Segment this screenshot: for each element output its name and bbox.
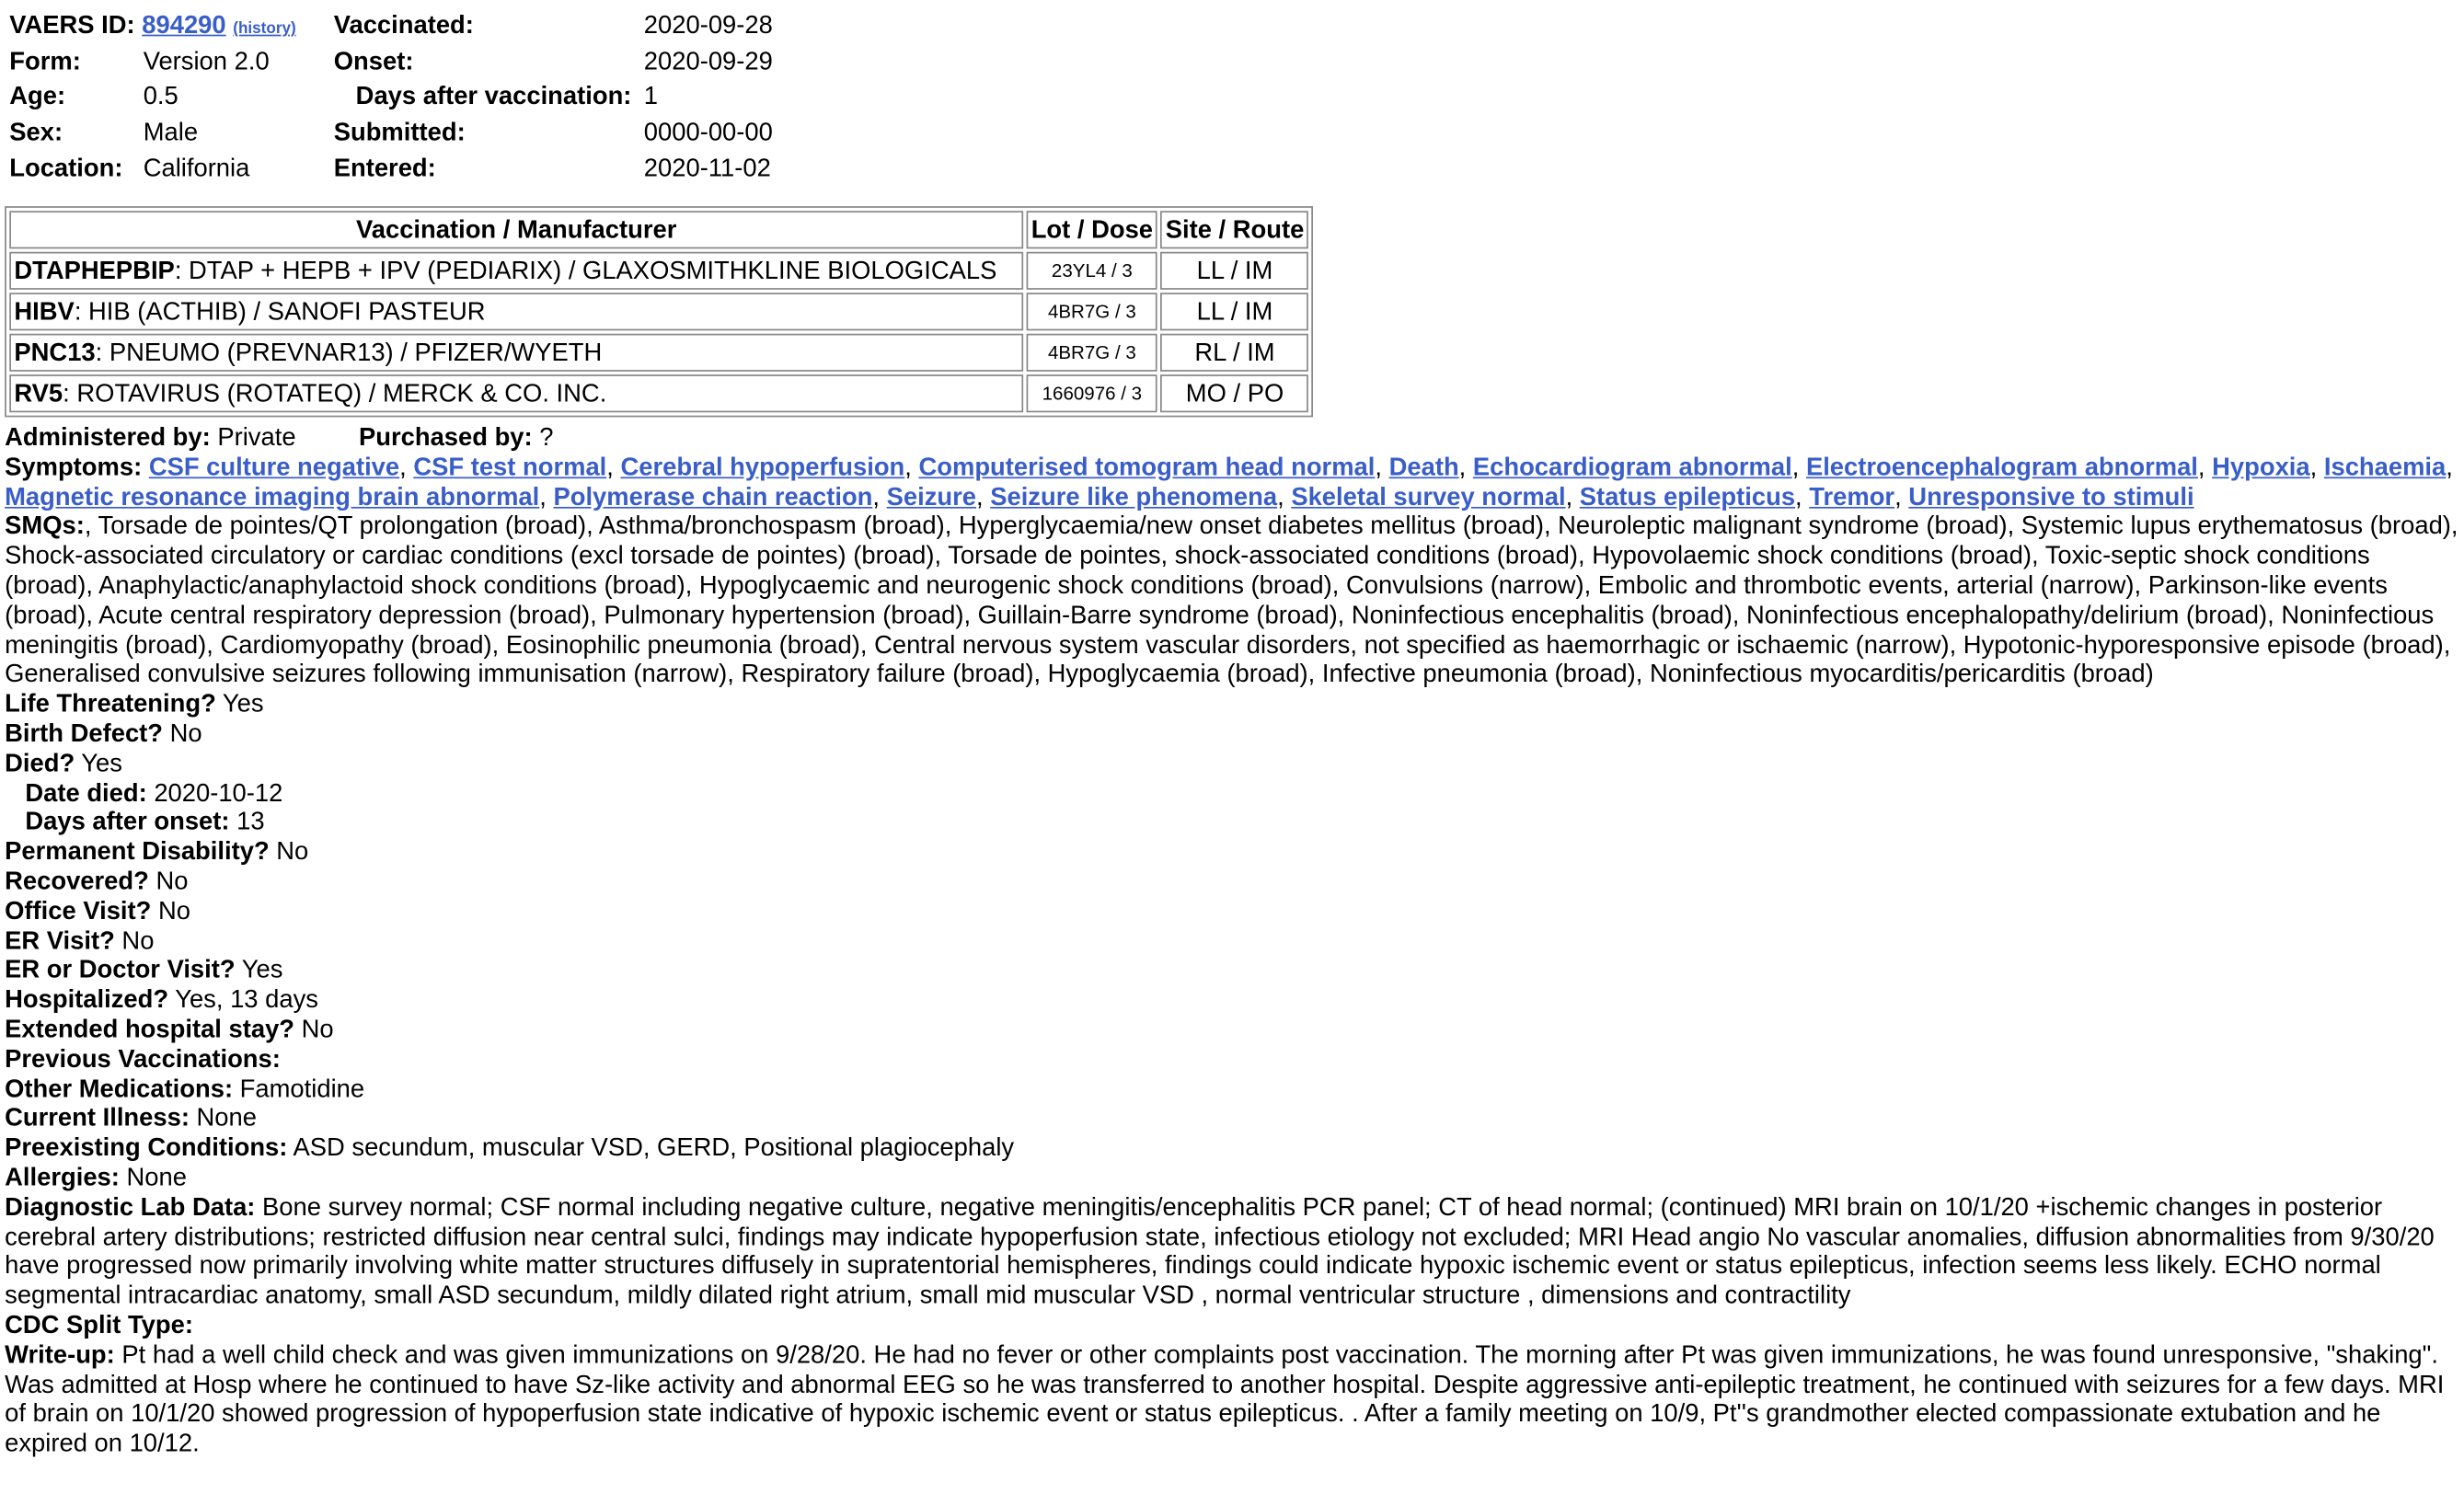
birth-defect-line <box>5 721 2460 751</box>
symptom-link[interactable]: CSF culture negative <box>148 454 400 482</box>
entered-label: Entered: <box>333 155 436 183</box>
lot-dose-cell: 4BR7G / 3 <box>1027 334 1158 372</box>
site-route-cell: MO / PO <box>1161 374 1309 412</box>
er-visit-line <box>5 928 2460 958</box>
symptom-link[interactable]: Computerised tomogram head normal <box>918 454 1376 482</box>
died-line <box>5 751 2460 780</box>
recovered-label: Recovered? <box>5 868 149 896</box>
symptoms-label: Symptoms: <box>5 454 143 482</box>
recovered-value: No <box>148 868 189 896</box>
recovered-line <box>5 868 2460 898</box>
vaccine-cell <box>9 374 1023 412</box>
vaccine-name: : HIB (ACTHIB) / SANOFI PASTEUR <box>74 298 486 326</box>
symptoms-line: Symptoms: CSF culture negative, CSF test normal, Cerebral hypoperfusion, Computerised tomogram head normal, Death, Echocardiogram abnormal, Electroencephalogram abnormal, Hypoxia, Ischaemia, Magnetic resonance imaging brain abnormal, Polymerase chain reaction, Seizure, Seizure like phenomena, Skeletal survey normal, Status epilepticus, Tremor, Unresponsive to stimuli <box>5 454 2453 511</box>
lab-data-label: Diagnostic Lab Data: <box>5 1194 256 1222</box>
extended-stay-value: No <box>294 1017 334 1044</box>
report-body <box>5 425 2460 1461</box>
cdc-split-label: CDC Split Type: <box>5 1312 193 1339</box>
vaccinated-label: Vaccinated: <box>333 12 474 40</box>
current-illness-label: Current Illness: <box>5 1105 190 1132</box>
office-visit-line <box>5 899 2460 928</box>
symptom-link[interactable]: Status epilepticus <box>1579 484 1796 511</box>
vaccine-cell <box>9 293 1023 330</box>
purchased-label: Purchased by: <box>359 424 533 453</box>
er-doctor-visit-line <box>5 958 2460 987</box>
vaers-id-link[interactable]: 894290 <box>142 12 226 40</box>
submitted-label: Submitted: <box>333 120 466 147</box>
vaccine-cell <box>9 334 1023 372</box>
age-value: 0.5 <box>143 83 178 110</box>
days-after-vaccination-value: 1 <box>643 83 659 110</box>
report-header <box>0 0 2464 192</box>
vaccine-code: PNC13 <box>14 339 96 366</box>
permanent-disability-value: No <box>269 839 309 867</box>
table-row <box>9 374 1308 412</box>
date-died-label: Date died: <box>25 779 147 807</box>
cdc-split-line <box>5 1313 2460 1342</box>
birth-defect-value: No <box>163 720 202 748</box>
symptom-link[interactable]: Tremor <box>1809 484 1895 511</box>
symptom-link[interactable]: Seizure like phenomena <box>990 484 1278 511</box>
vaccine-name: : ROTAVIRUS (ROTATEQ) / MERCK & CO. INC. <box>63 380 607 408</box>
other-medications-line <box>5 1076 2460 1106</box>
table-row <box>9 293 1308 330</box>
lot-dose-cell: 1660976 / 3 <box>1027 374 1158 412</box>
vaccine-table-header <box>9 211 1308 248</box>
hospitalized-value: Yes, 13 days <box>168 987 318 1015</box>
lot-dose-cell: 23YL4 / 3 <box>1027 252 1158 290</box>
birth-defect-label: Birth Defect? <box>5 720 164 748</box>
hospitalized-line <box>5 987 2460 1017</box>
smqs-text: , Torsade de pointes/QT prolongation (broad), Asthma/bronchospasm (broad), Hyperglycaemia/new onset diabetes mellitus (broad), Neuroleptic malignant syndrome (broad), Systemic lupus erythematosus (broad), Shock-associated circulatory or cardiac conditions (excl torsade de pointes) (broad), Torsade de pointes, shock-associated conditions (broad), Hypovolaemic shock conditions (broad), Toxic-septic shock conditions (broad), Anaphylactic/anaphylactoid shock conditions (broad), Hypoglycaemic and neurogenic shock conditions (broad), Convulsions (narrow), Embolic and thrombotic events, arterial (narrow), Parkinson-like events (broad), Acute central respiratory depression (broad), Pulmonary hypertension (broad), Guillain-Barre syndrome (broad), Noninfectious encephalitis (broad), Noninfectious encephalopathy/delirium (broad), Noninfectious meningitis (broad), Cardiomyopathy (broad), Eosinophilic pneumonia (broad), Central nervous system vascular disorders, not specified as haemorrhagic or ischaemic (narrow), Hypotonic-hyporesponsive episode (broad), Generalised convulsive seizures following immunisation (narrow), Respiratory failure (broad), Hypoglycaemia (broad), Infective pneumonia (broad), Noninfectious myocarditis/pericarditis (broad) <box>5 513 2458 689</box>
writeup-label: Write-up: <box>5 1341 115 1370</box>
vaccine-cell <box>9 252 1023 290</box>
table-row <box>9 252 1308 290</box>
er-doctor-visit-value: Yes <box>235 957 283 984</box>
hospitalized-label: Hospitalized? <box>5 987 169 1015</box>
date-died-value: 2020-10-12 <box>146 779 283 807</box>
administered-label: Administered by: <box>5 424 211 453</box>
site-route-header: Site / Route <box>1161 211 1309 248</box>
preexisting-conditions-value: ASD secundum, muscular VSD, GERD, Positional plagiocephaly <box>287 1134 1015 1162</box>
er-visit-label: ER Visit? <box>5 927 115 955</box>
lot-dose-header: Lot / Dose <box>1027 211 1158 248</box>
vaccine-header: Vaccination / Manufacturer <box>9 211 1023 248</box>
lab-data-line <box>5 1194 2460 1313</box>
days-after-vaccination-label: Days after vaccination: <box>355 83 632 110</box>
died-label: Died? <box>5 750 75 777</box>
vaccinated-value: 2020-09-28 <box>643 12 773 40</box>
writeup-value: Pt had a well child check and was given immunizations on 9/28/20. He had no fever or other complaints post vaccination. The morning after Pt was given immunizations, he was found unresponsive, "shaking". Was admitted at Hosp where he continued to have Sz-like activity and abnormal EEG so he was transferred to another hospital. Despite aggressive anti-epileptic treatment, he continued with seizures for a few days. MRI of brain on 10/1/20 showed progression of hypoperfusion state indicative of hypoxic ischemic event or status epilepticus. . After a family meeting on 10/9, Pt''s grandmother elected compassionate extubation and he expired on 10/12. <box>5 1341 2445 1458</box>
sex-value: Male <box>143 120 199 147</box>
symptom-link[interactable]: Cerebral hypoperfusion <box>620 454 905 482</box>
days-after-onset-value: 13 <box>229 810 265 837</box>
vaccine-code: HIBV <box>14 298 75 326</box>
er-visit-value: No <box>114 927 155 955</box>
form-value: Version 2.0 <box>143 49 270 76</box>
date-died-line <box>5 780 2460 810</box>
administered-line <box>5 425 2460 454</box>
vaers-id-label: VAERS ID: <box>9 12 135 40</box>
allergies-line <box>5 1165 2460 1194</box>
smqs-line <box>5 513 2460 691</box>
symptom-link[interactable]: Skeletal survey normal <box>1291 484 1566 511</box>
onset-value: 2020-09-29 <box>643 49 773 76</box>
vaccine-table <box>5 206 1313 417</box>
previous-vaccinations-line <box>5 1046 2460 1075</box>
lab-data-value: Bone survey normal; CSF normal including negative culture, negative meningitis/encephalitis PCR panel; CT of head normal; (continued) MRI brain on 10/1/20 +ischemic changes in posterior cerebral artery distributions; restricted diffusion near central sulci, findings may indicate hypoperfusion state, infectious etiology not excluded; MRI Head angio No vascular anomalies, diffusion abnormalities from 9/30/20 have progressed now primarily involving white matter structures diffusely in supratentorial hemispheres, findings could indicate hypoxic ischemic event or status epilepticus, infection seems less likely. ECHO normal segmental intracardiac anatomy, small ASD secundum, mildly dilated right atrium, small mid muscular VSD , normal ventricular structure , dimensions and contractility <box>5 1194 2435 1310</box>
office-visit-value: No <box>151 898 190 925</box>
symptom-link[interactable]: Ischaemia <box>2323 454 2447 482</box>
office-visit-label: Office Visit? <box>5 898 152 925</box>
lot-dose-cell: 4BR7G / 3 <box>1027 293 1158 330</box>
symptom-link[interactable]: Echocardiogram abnormal <box>1472 454 1792 482</box>
submitted-value: 0000-00-00 <box>643 120 773 147</box>
other-medications-value: Famotidine <box>233 1075 365 1103</box>
age-label: Age: <box>9 83 66 110</box>
preexisting-conditions-label: Preexisting Conditions: <box>5 1134 288 1162</box>
symptom-link[interactable]: CSF test normal <box>413 454 607 482</box>
vaccine-code: RV5 <box>14 380 63 408</box>
administered-value: Private <box>210 424 296 453</box>
extended-stay-line <box>5 1017 2460 1046</box>
current-illness-value: None <box>189 1105 257 1132</box>
days-after-onset-line <box>5 810 2460 839</box>
site-route-cell: RL / IM <box>1161 334 1309 372</box>
location-label: Location: <box>9 155 123 183</box>
died-value: Yes <box>75 750 122 777</box>
life-threatening-line <box>5 691 2460 720</box>
symptom-link[interactable]: Magnetic resonance imaging brain abnormal <box>5 484 540 511</box>
preexisting-conditions-line <box>5 1135 2460 1165</box>
permanent-disability-line <box>5 839 2460 868</box>
permanent-disability-label: Permanent Disability? <box>5 839 270 867</box>
sex-label: Sex: <box>9 120 63 147</box>
symptom-link[interactable]: Hypoxia <box>2212 454 2310 482</box>
previous-vaccinations-label: Previous Vaccinations: <box>5 1046 281 1074</box>
extended-stay-label: Extended hospital stay? <box>5 1017 295 1044</box>
onset-label: Onset: <box>333 49 414 76</box>
symptom-link[interactable]: Polymerase chain reaction <box>553 484 873 511</box>
symptom-link[interactable]: Death <box>1388 454 1459 482</box>
table-row <box>9 334 1308 372</box>
history-link[interactable]: (history) <box>233 20 296 39</box>
current-illness-line <box>5 1106 2460 1135</box>
symptom-link[interactable]: Unresponsive to stimuli <box>1908 484 2194 511</box>
allergies-label: Allergies: <box>5 1165 120 1192</box>
entered-value: 2020-11-02 <box>643 155 771 183</box>
symptom-link[interactable]: Electroencephalogram abnormal <box>1805 454 2198 482</box>
form-label: Form: <box>9 49 81 76</box>
site-route-cell: LL / IM <box>1161 293 1309 330</box>
life-threatening-value: Yes <box>215 691 264 718</box>
smqs-label: SMQs: <box>5 513 85 541</box>
vaccine-code: DTAPHEPBIP <box>14 257 175 284</box>
vaccine-name: : PNEUMO (PREVNAR13) / PFIZER/WYETH <box>95 339 603 366</box>
er-doctor-visit-label: ER or Doctor Visit? <box>5 957 236 984</box>
purchased-value: ? <box>532 424 554 453</box>
vaccine-name: : DTAP + HEPB + IPV (PEDIARIX) / GLAXOSMITHKLINE BIOLOGICALS <box>174 257 997 284</box>
symptom-link[interactable]: Seizure <box>886 484 977 511</box>
life-threatening-label: Life Threatening? <box>5 691 216 718</box>
location-value: California <box>143 155 250 183</box>
site-route-cell: LL / IM <box>1161 252 1309 290</box>
writeup-line <box>5 1342 2460 1461</box>
days-after-onset-label: Days after onset: <box>25 810 230 837</box>
other-medications-label: Other Medications: <box>5 1075 234 1103</box>
allergies-value: None <box>119 1165 187 1192</box>
